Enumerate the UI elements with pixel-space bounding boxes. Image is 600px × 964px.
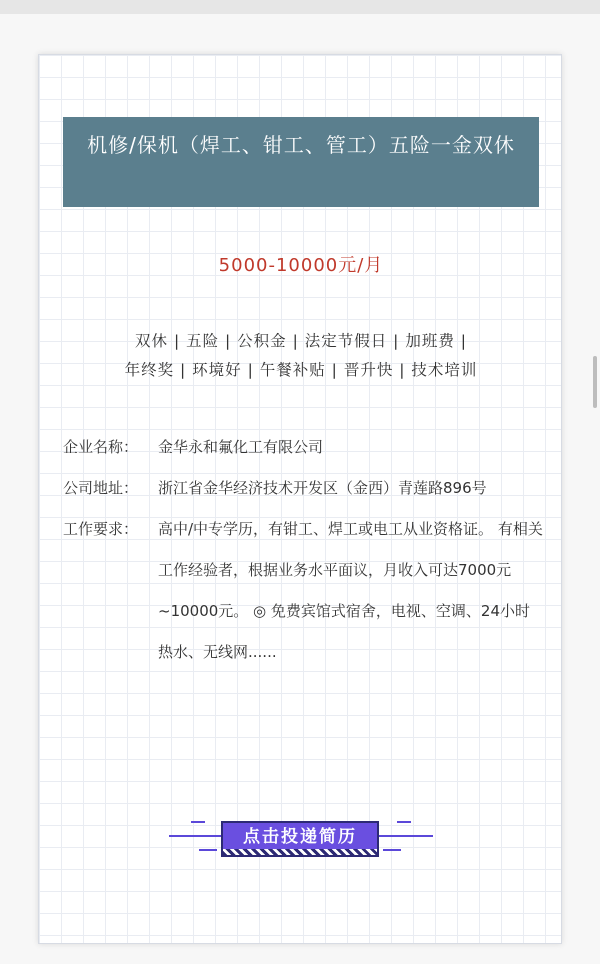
company-name: 金华永和氟化工有限公司 bbox=[158, 438, 324, 456]
page-background bbox=[0, 14, 600, 964]
salary-range: 5000-10000元/月 bbox=[218, 255, 384, 276]
address-row bbox=[63, 468, 543, 509]
benefits-line: 双休 | 五险 | 公积金 | 法定节假日 | 加班费 | bbox=[135, 332, 467, 350]
job-details bbox=[63, 427, 543, 673]
decor-line bbox=[383, 849, 401, 851]
benefits-line: 年终奖 | 环境好 | 午餐补贴 | 晋升快 | 技术培训 bbox=[124, 361, 478, 379]
company-address: 浙江省金华经济技术开发区（金西）青莲路896号 bbox=[158, 479, 487, 497]
status-strip bbox=[0, 0, 600, 14]
job-requirements: 高中/中专学历，有钳工、焊工或电工从业资格证。 有相关工作经验者，根据业务水平面议，月收入可达7000元~10000元。 ◎ 免费宾馆式宿舍，电视、空调、24小时热水、无线网...... bbox=[158, 520, 543, 661]
decor-line bbox=[379, 835, 433, 837]
decor-line bbox=[169, 835, 221, 837]
apply-resume-button[interactable]: 点击投递简历 bbox=[221, 821, 379, 857]
job-card bbox=[38, 54, 562, 944]
requirements-row bbox=[63, 509, 543, 673]
company-row bbox=[63, 427, 543, 468]
button-stripes bbox=[223, 849, 377, 855]
company-label: 企业名称： bbox=[63, 438, 139, 456]
apply-area bbox=[169, 815, 433, 865]
scrollbar[interactable] bbox=[593, 356, 597, 408]
address-label: 公司地址： bbox=[63, 479, 139, 497]
decor-line bbox=[199, 849, 217, 851]
decor-line bbox=[397, 821, 411, 823]
decor-line bbox=[191, 821, 205, 823]
benefits-list bbox=[59, 327, 543, 385]
job-title: 机修/保机（焊工、钳工、管工）五险一金双休 bbox=[63, 117, 539, 207]
requirements-label: 工作要求： bbox=[63, 520, 139, 538]
